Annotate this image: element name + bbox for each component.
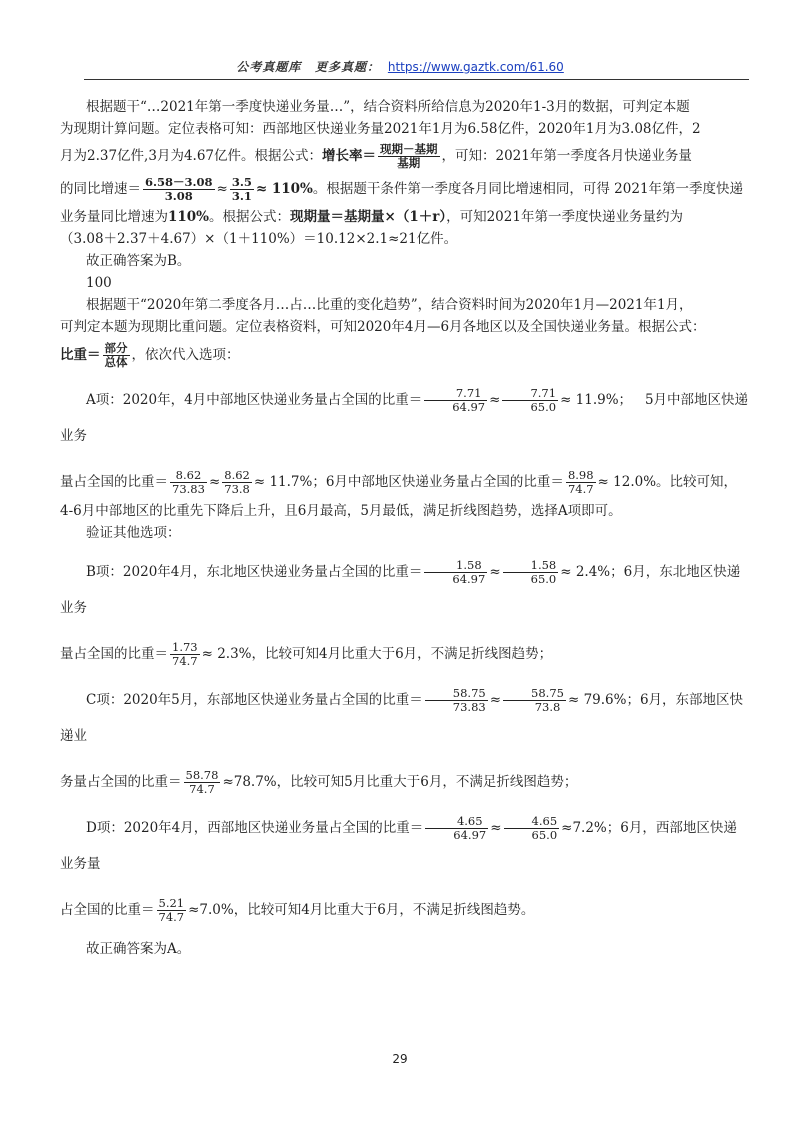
denominator: 73.83 [452, 700, 486, 714]
numerator: 8.98 [567, 468, 594, 482]
page-number: 29 [392, 1052, 408, 1066]
verify-others: 验证其他选项： [86, 525, 181, 541]
proportion-label: 比重＝ [60, 347, 101, 363]
source-link[interactable]: https://www.gaztk.com/61.60 [387, 60, 564, 74]
para2-line1: 根据题干“2020年第二季度各月…占…比重的变化趋势”，结合资料时间为2020年1月—2021年1月， [86, 297, 693, 313]
fraction [502, 387, 558, 414]
numerator: 58.78 [185, 768, 219, 782]
document-body [60, 96, 750, 960]
result: ≈ 2.4%；6月，东北地区快递业务 [60, 564, 741, 616]
fraction [504, 815, 560, 842]
text: 务量占全国的比重＝ [60, 774, 182, 790]
numerator: 58.75 [425, 687, 488, 701]
question-number: 100 [86, 275, 112, 291]
option-d-line2 [60, 892, 750, 928]
more-label: 更多真题： [315, 60, 381, 74]
fraction [170, 469, 207, 496]
numerator: 1.73 [172, 640, 198, 654]
brand-name: 公考真题库 [236, 60, 302, 74]
text: B项：2020年4月，东北地区快递业务量占全国的比重＝ [86, 564, 423, 580]
numerator: 1.58 [424, 559, 487, 573]
fraction [157, 897, 187, 924]
option-c-line2 [60, 764, 750, 800]
fraction [503, 687, 566, 714]
result: ≈7.0%，比较可知4月比重大于6月，不满足折线图趋势。 [188, 902, 535, 918]
text: 业务量同比增速为 [60, 209, 168, 225]
result: ≈ 12.0%。比较可知， [597, 474, 738, 490]
fraction [222, 469, 252, 496]
option-b-line2 [60, 636, 750, 672]
denominator: 73.83 [172, 482, 205, 496]
formula-current: 现期量＝基期量×（1＋r） [290, 209, 447, 225]
fraction [143, 176, 215, 203]
para1-line5 [60, 206, 750, 228]
denominator: 64.97 [453, 828, 487, 842]
text: 5月中部地区快递业务 [60, 392, 749, 444]
result: ≈78.7%，比较可知5月比重大于6月，不满足折线图趋势； [222, 774, 578, 790]
result: ≈ 11.7%；6月中部地区快递业务量占全国的比重＝ [253, 474, 564, 490]
answer-1: 故正确答案为B。 [86, 253, 191, 269]
fraction [425, 687, 488, 714]
formula-growth [378, 143, 440, 170]
denominator: 64.97 [452, 572, 486, 586]
para1-line3 [60, 140, 750, 172]
fraction [425, 815, 488, 842]
result: ≈ 79.6%；6月，东部地区快递业 [60, 692, 744, 744]
para2-line3 [60, 338, 750, 372]
option-a-line1: A项：2020年，4月中部地区快递业务量占全国的比重＝ $\frac{7.71}{64.97}$ ≈ $\frac{7.71}{65.0}$ ≈ 11.9%； 5月中部地区快递业务 [60, 386, 749, 444]
fraction [424, 387, 487, 414]
rate: 110% [168, 209, 210, 225]
denominator: 73.8 [534, 700, 561, 714]
numerator: 4.65 [425, 815, 488, 829]
para1-line4 [60, 172, 750, 206]
text: ，依次代入选项： [131, 347, 240, 363]
approx: ≈ [216, 181, 228, 197]
denominator: 3.1 [231, 189, 252, 203]
option-a-line2: 量占全国的比重＝ $\frac{8.62}{73.83}$ ≈ $\frac{8.62}{73.8}$ ≈ 11.7%；6月中部地区快递业务量占全国的比重＝ $\frac{8.98}{74.7}$ ≈ 12.0%。比较可知， [60, 468, 738, 496]
numerator: 1.58 [503, 559, 559, 573]
text: 占全国的比重＝ [60, 902, 155, 918]
numerator: 58.75 [503, 687, 566, 701]
formula-proportion [103, 342, 130, 369]
numerator: 3.5 [231, 175, 252, 189]
denominator: 65.0 [530, 400, 557, 414]
fraction [170, 641, 200, 668]
text: 。根据题干条件第一季度各月同比增速相同，可得 2021年第一季度快递 [312, 181, 744, 197]
para1-line1: 根据题干“…2021年第一季度快递业务量…”，结合资料所给信息为2020年1-3月的数据，可判定本题 [86, 99, 690, 115]
denominator: 基期 [397, 156, 421, 170]
text: 。根据公式： [209, 209, 291, 225]
denominator: 64.97 [452, 400, 486, 414]
numerator: 6.58－3.08 [145, 175, 213, 189]
denominator: 74.7 [158, 910, 185, 924]
option-a-line3: 4-6月中部地区的比重先下降后上升，且6月最高，5月最低，满足折线图趋势，选择A项即可。 [60, 503, 622, 519]
result: ≈7.2%；6月，西部地区快递业务量 [60, 820, 737, 872]
denominator: 3.08 [164, 189, 193, 203]
fraction [424, 559, 487, 586]
page-header [0, 58, 800, 75]
text: ，可知2021年第一季度快递业务量约为 [446, 209, 683, 225]
result: ≈ 110% [255, 181, 313, 197]
header-rule [84, 79, 749, 80]
denominator: 74.7 [567, 482, 594, 496]
fraction [184, 769, 221, 796]
option-d-line1: D项：2020年4月，西部地区快递业务量占全国的比重＝ $\frac{4.65}{64.97}$ ≈ $\frac{4.65}{65.0}$ ≈7.2%；6月，西部地区快递业务量 [60, 814, 737, 872]
text: 月为2.37亿件,3月为4.67亿件。根据公式： [60, 148, 322, 164]
option-b-line1: B项：2020年4月，东北地区快递业务量占全国的比重＝ $\frac{1.58}{64.97}$ ≈ $\frac{1.58}{65.0}$ ≈ 2.4%；6月，东北地区快递业务 [60, 558, 741, 616]
text: ，可知：2021年第一季度各月快递业务量 [441, 148, 692, 164]
text: 的同比增速＝ [60, 181, 141, 197]
numerator: 7.71 [424, 387, 487, 401]
numerator: 5.21 [158, 896, 185, 910]
denominator: 74.7 [189, 782, 215, 796]
denominator: 73.8 [224, 482, 250, 496]
para2-line2: 可判定本题为现期比重问题。定位表格资料，可知2020年4月—6月各地区以及全国快递业务量。根据公式： [60, 319, 706, 335]
fraction [230, 176, 254, 203]
denominator: 74.7 [172, 654, 198, 668]
formula-growth-label: 增长率＝ [322, 148, 376, 164]
numerator: 4.65 [504, 815, 560, 829]
result: ≈ 11.9%； [560, 392, 633, 408]
numerator: 7.71 [502, 387, 558, 401]
denominator: 总体 [104, 355, 128, 369]
denominator: 65.0 [531, 828, 558, 842]
fraction [566, 469, 596, 496]
para1-line2: 为现期计算问题。定位表格可知：西部地区快递业务量2021年1月为6.58亿件，2020年1月为3.08亿件，2 [60, 121, 701, 137]
numerator: 部分 [104, 341, 128, 355]
text: D项：2020年4月，西部地区快递业务量占全国的比重＝ [86, 820, 424, 836]
numerator: 8.62 [170, 469, 207, 483]
result: ≈ 2.3%，比较可知4月比重大于6月，不满足折线图趋势； [201, 646, 553, 662]
text: C项：2020年5月，东部地区快递业务量占全国的比重＝ [86, 692, 423, 708]
text: A项：2020年，4月中部地区快递业务量占全国的比重＝ [86, 392, 423, 408]
denominator: 65.0 [530, 572, 557, 586]
fraction [503, 559, 559, 586]
numerator: 现期－基期 [380, 142, 438, 156]
text: 量占全国的比重＝ [60, 474, 168, 490]
numerator: 8.62 [224, 468, 250, 482]
para1-line6: （3.08＋2.37＋4.67）×（1＋110%）＝10.12×2.1≈21亿件。 [60, 231, 458, 247]
answer-2: 故正确答案为A。 [86, 941, 191, 957]
option-c-line1: C项：2020年5月，东部地区快递业务量占全国的比重＝ $\frac{58.75}{73.83}$ ≈ $\frac{58.75}{73.8}$ ≈ 79.6%；6月，东部地区快递业 [60, 686, 744, 744]
text: 量占全国的比重＝ [60, 646, 168, 662]
